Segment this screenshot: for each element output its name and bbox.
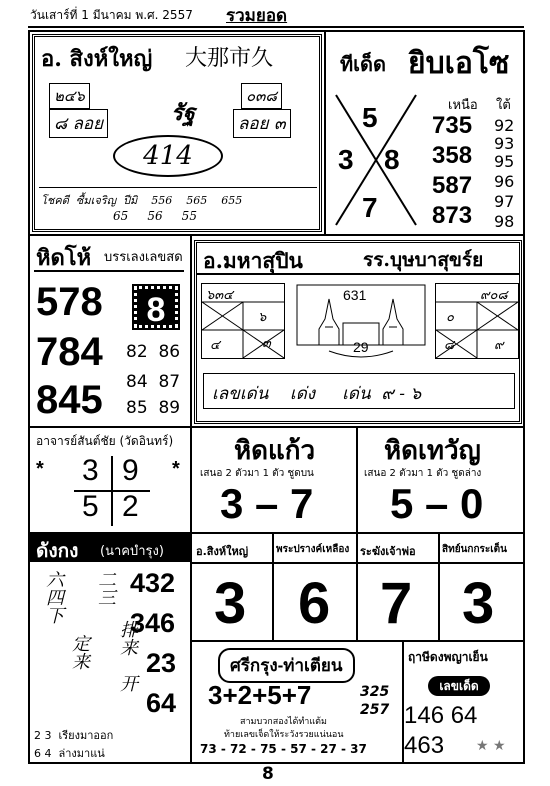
- four-col-num-3: 7: [380, 571, 413, 636]
- yipaeso-title-small: ทีเด็ด: [340, 54, 386, 76]
- singyai-top-left: ๒๔๖: [49, 83, 90, 109]
- hidkaew-sub: เสนอ 2 ตัวมา 1 ตัว ชูดบน: [200, 468, 314, 479]
- mahasupin-gr-3: ๙: [494, 338, 504, 353]
- yipaeso-title-big: ยิบเอโซ: [408, 47, 510, 80]
- mahasupin-gr-2: ๘: [444, 338, 455, 353]
- srikrung-formula: 3+2+5+7: [208, 680, 312, 710]
- yipaeso-panel: [326, 34, 523, 232]
- sanchai-n3: 5: [82, 490, 99, 523]
- dangkong-num-2: 346: [130, 608, 176, 638]
- mahasupin-gl-0: ๖๓๔: [206, 288, 233, 303]
- srikrung-side-2: 257: [360, 702, 390, 718]
- yipaeso-south-5: 97: [494, 192, 515, 211]
- four-col-num-4: 3: [462, 571, 495, 636]
- srikrung-side-1: 325: [360, 684, 390, 700]
- singyai-title: อ. สิงห์ใหญ่: [41, 46, 153, 72]
- mahasupin-gr-1: ๐: [446, 310, 454, 325]
- sanchai-n4: 2: [122, 490, 139, 523]
- ruesi-title: ฤาษีดงพญาเย็น: [408, 650, 488, 664]
- row1-split: [324, 30, 326, 234]
- yipaeso-north-2: 358: [432, 142, 473, 169]
- sanchai-star-left: *: [36, 458, 44, 480]
- mahasupin-title: อ.มหาสุปิน: [203, 248, 303, 273]
- yipaeso-x-bottom: 7: [362, 192, 378, 223]
- singyai-note-line1: โชคดี ซื้มเจริญ ปีมิ 556 565 655: [41, 194, 243, 207]
- yipaeso-x-top: 5: [362, 102, 378, 133]
- dangkong-foot-1: 2 3 เรียงมาออก: [34, 729, 114, 742]
- hidho-subtitle: บรรเลงเลขสด: [104, 250, 183, 265]
- hidho-underline: [34, 270, 184, 272]
- yipaeso-x-right: 8: [384, 144, 400, 175]
- singyai-cloud: 414: [113, 135, 223, 177]
- four-col-num-1: 3: [214, 571, 247, 636]
- four-cols-v1: [272, 534, 274, 640]
- mahasupin-grid-right: [435, 283, 519, 359]
- mahasupin-gl-3: ๓: [262, 336, 271, 351]
- dangkong-num-3: 23: [146, 648, 177, 678]
- hidho-badge: 8: [134, 286, 178, 328]
- singyai-note-line2: 65 56 55: [113, 209, 197, 223]
- dangkong-chinese-3: 二三: [95, 570, 116, 606]
- yipaeso-north-3: 587: [432, 172, 473, 199]
- yipaeso-south-6: 98: [494, 212, 515, 231]
- dangkong-header: [30, 534, 190, 562]
- yipaeso-south-4: 96: [494, 172, 515, 191]
- sanchai-n2: 9: [122, 454, 139, 487]
- row3-split-b: [356, 426, 358, 532]
- temple-top-number: 631: [343, 287, 367, 303]
- srikrung-note-2: ท้ายเลขเจ็ดให้ระวังรวยแน่นอน: [224, 730, 344, 740]
- srikrung-note-1: สามบวกสองได้ทำแต้ม: [240, 717, 327, 727]
- four-col-label-2: พระปรางค์เหลือง: [276, 544, 350, 555]
- mahasupin-divider: [197, 273, 519, 275]
- sanchai-star-right: *: [172, 458, 180, 480]
- four-col-label-3: ระฆังเจ้าพ่อ: [360, 545, 416, 558]
- dangkong-chinese-4: 排来: [117, 620, 138, 656]
- ruesi-line-2: 463: [404, 732, 445, 759]
- yipaeso-south-3: 95: [494, 152, 515, 171]
- ruesi-stars: ★ ★: [476, 738, 506, 754]
- four-col-label-1: อ.สิงห์ใหญ่: [196, 545, 249, 558]
- dangkong-chinese-5: 开: [117, 674, 138, 692]
- singyai-mid-center: รัฐ: [171, 100, 195, 126]
- yipaeso-col-north: เหนือ: [448, 98, 478, 113]
- mahasupin-title2: รร.บุษบาสุขร์ย: [363, 249, 484, 271]
- yipaeso-south-1: 92: [494, 116, 515, 135]
- hidho-panel: [30, 236, 190, 426]
- mahasupin-gr-0: ๙๐๘: [480, 288, 508, 303]
- singyai-mid-right: ลอย ๓: [233, 109, 291, 138]
- hidho-big-3: 845: [36, 378, 103, 422]
- srikrung-pairs: 73 - 72 - 75 - 57 - 27 - 37: [200, 742, 367, 756]
- sanchai-n1: 3: [82, 454, 99, 487]
- mahasupin-gl-1: ๖: [258, 310, 267, 325]
- dangkong-chinese-2: 定来: [69, 634, 90, 670]
- four-cols-panel: [192, 534, 523, 640]
- four-cols-v3: [438, 534, 440, 640]
- hidtawan-panel: [360, 428, 522, 532]
- mahasupin-grid-left: [201, 283, 285, 359]
- row3-split-a: [190, 426, 192, 532]
- dangkong-chinese-1: 六四下: [43, 570, 64, 624]
- hidho-small-1: 82 86: [126, 342, 181, 362]
- singyai-top-right: ๐๓๘: [241, 83, 282, 109]
- sanchai-panel: [30, 428, 190, 528]
- ruesi-panel: [404, 642, 523, 762]
- singyai-divider: [39, 187, 317, 188]
- dangkong-panel: [30, 534, 190, 762]
- temple-bottom-number: 29: [353, 339, 369, 355]
- yipaeso-south-2: 93: [494, 134, 515, 153]
- hidtawan-num: 5 – 0: [390, 480, 484, 527]
- hidtawan-sub: เสนอ 2 ตัวมา 1 ตัว ชูดล่าง: [364, 468, 482, 479]
- srikrung-panel: [194, 642, 400, 762]
- page-number: 8: [262, 764, 274, 784]
- page-title: รวมยอด: [226, 6, 288, 26]
- dangkong-subtitle: (นาคบำรุง): [100, 544, 164, 559]
- four-col-num-2: 6: [298, 571, 331, 636]
- mahasupin-panel: [194, 240, 522, 424]
- srikrung-title: ศรีกรุง-ท่าเตียน: [218, 648, 355, 683]
- hidho-title: หิดโห้: [36, 245, 92, 270]
- singyai-chinese: 大那市久: [185, 46, 274, 71]
- hidkaew-num: 3 – 7: [220, 480, 314, 527]
- hidho-big-1: 578: [36, 280, 103, 324]
- issue-date: วันเสาร์ที่ 1 มีนาคม พ.ศ. 2557: [30, 8, 193, 22]
- row2-split: [190, 234, 192, 428]
- dangkong-title: ดังกง: [36, 541, 79, 562]
- dangkong-num-1: 432: [130, 568, 176, 598]
- dangkong-num-4: 64: [146, 688, 177, 718]
- hidho-small-2: 84 87: [126, 372, 181, 392]
- ruesi-line-1: 146 64: [404, 702, 478, 729]
- sanchai-title: อาจารย์สันต์ชัย (วัดอินทร์): [36, 434, 174, 448]
- yipaeso-north-1: 735: [432, 112, 473, 139]
- dangkong-foot-2: 6 4 ล่างมาแน่: [34, 747, 105, 760]
- four-cols-v2: [356, 534, 358, 640]
- hidho-small-3: 85 89: [126, 398, 181, 418]
- yipaeso-col-south: ใต้: [496, 98, 511, 113]
- ruesi-badge: เลขเด็ด: [428, 676, 490, 696]
- four-col-label-4: สิทย์นกกระเต็น: [442, 544, 507, 555]
- hidho-big-2: 784: [36, 330, 103, 374]
- hidtawan-title: หิดเทวัญ: [384, 435, 481, 465]
- singyai-mid-left: ๘ ลอย: [49, 109, 108, 138]
- yipaeso-x-left: 3: [338, 144, 354, 175]
- header-divider: [28, 26, 524, 28]
- hidkaew-panel: [194, 428, 356, 532]
- mahasupin-note: เลขเด่น เด่ง เด่น ๙ - ๖: [203, 373, 515, 409]
- hidkaew-title: หิดแก้ว: [234, 435, 316, 465]
- singyai-panel: [32, 34, 322, 232]
- sanchai-grid: [74, 456, 150, 526]
- yipaeso-north-4: 873: [432, 202, 473, 229]
- mahasupin-gl-2: ๔: [210, 338, 220, 353]
